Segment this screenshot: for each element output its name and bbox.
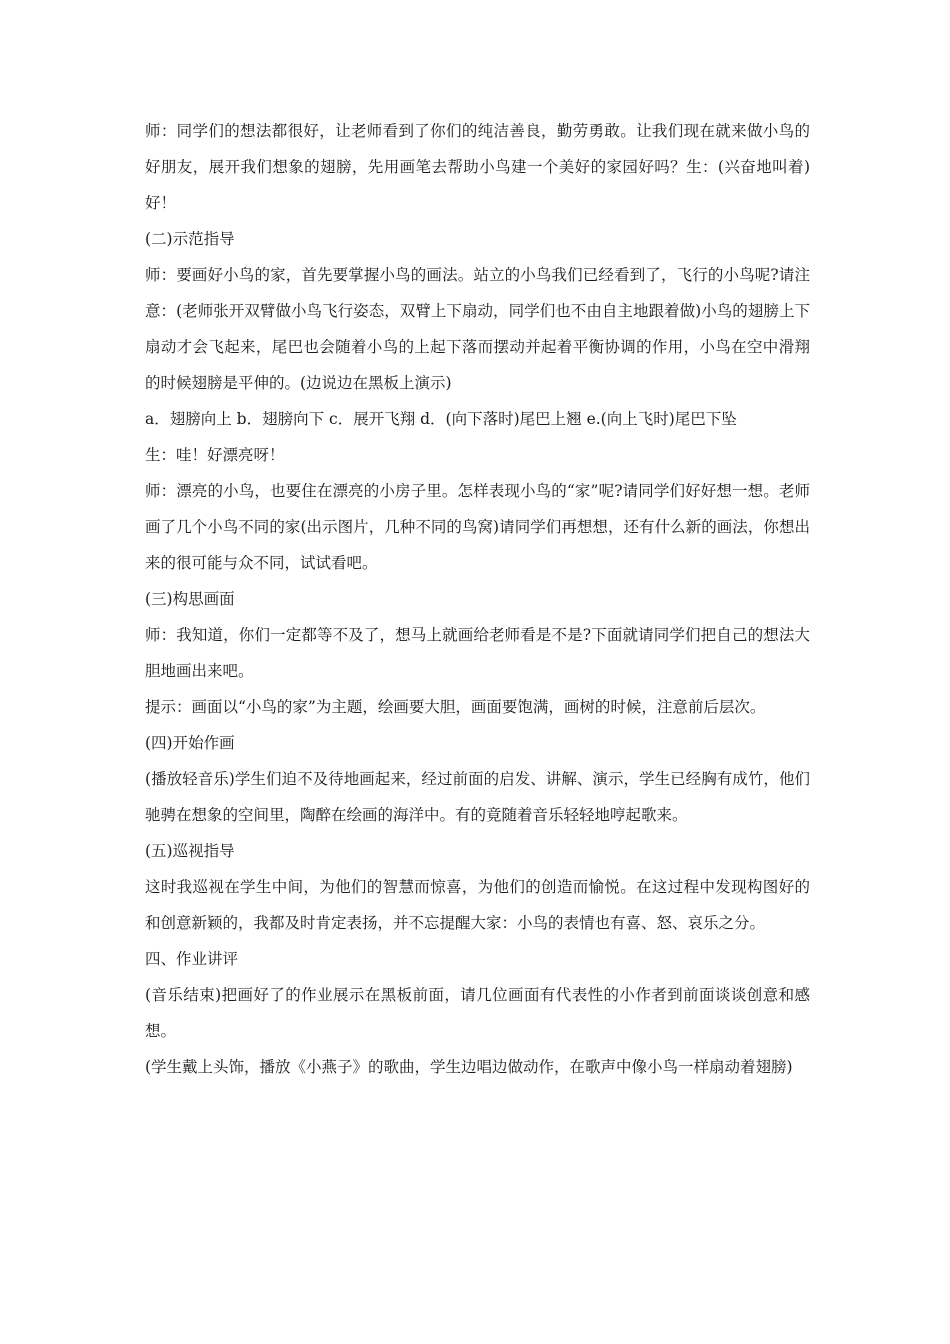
paragraph-student-reaction: 生：哇！好漂亮呀！ <box>145 446 285 464</box>
section-heading-demonstration: (二)示范指导 <box>145 230 235 248</box>
document-body <box>145 113 810 1085</box>
paragraph-teacher-encourage: 师：我知道，你们一定都等不及了，想马上就画给老师看是不是?下面就请同学们把自己的想法大胆地画出来吧。 <box>145 626 810 680</box>
paragraph-song-activity: (学生戴上头饰，播放《小燕子》的歌曲，学生边唱边做动作，在歌声中像小鸟一样扇动着翅膀) <box>145 1058 793 1076</box>
paragraph-tips: 提示：画面以“小鸟的家”为主题，绘画要大胆，画面要饱满，画树的时候，注意前后层次。 <box>145 698 766 716</box>
section-heading-start-drawing: (四)开始作画 <box>145 734 235 752</box>
paragraph-guidance: 这时我巡视在学生中间，为他们的智慧而惊喜，为他们的创造而愉悦。在这过程中发现构图好的和创意新颖的，我都及时肯定表扬，并不忘提醒大家：小鸟的表情也有喜、怒、哀乐之分。 <box>145 878 810 932</box>
paragraph-wing-steps: a．翅膀向上 b．翅膀向下 c．展开飞翔 d．(向下落时)尾巴上翘 e.(向上飞时)尾巴下坠 <box>145 410 737 428</box>
paragraph-bird-home: 师：漂亮的小鸟，也要住在漂亮的小房子里。怎样表现小鸟的“家”呢?请同学们好好想一想。老师画了几个小鸟不同的家(出示图片，几种不同的鸟窝)请同学们再想想，还有什么新的画法，你想出来的很可能与众不同，试试看吧。 <box>145 482 810 572</box>
section-heading-guidance: (五)巡视指导 <box>145 842 235 860</box>
paragraph-bird-drawing-method: 师：要画好小鸟的家，首先要掌握小鸟的画法。站立的小鸟我们已经看到了，飞行的小鸟呢?请注意：(老师张开双臂做小鸟飞行姿态，双臂上下扇动，同学们也不由自主地跟着做)小鸟的翅膀上下扇动才会飞起来，尾巴也会随着小鸟的上起下落而摆动并起着平衡协调的作用，小鸟在空中滑翔的时候翅膀是平伸的。(边说边在黑板上演示) <box>145 266 810 392</box>
section-heading-composition: (三)构思画面 <box>145 590 235 608</box>
section-heading-evaluation: 四、作业讲评 <box>145 950 239 968</box>
paragraph-drawing-process: (播放轻音乐)学生们迫不及待地画起来，经过前面的启发、讲解、演示，学生已经胸有成竹，他们驰骋在想象的空间里，陶醉在绘画的海洋中。有的竟随着音乐轻轻地哼起歌来。 <box>145 770 810 824</box>
paragraph-evaluation: (音乐结束)把画好了的作业展示在黑板前面，请几位画面有代表性的小作者到前面谈谈创意和感想。 <box>145 986 810 1040</box>
paragraph-teacher-intro: 师：同学们的想法都很好，让老师看到了你们的纯洁善良，勤劳勇敢。让我们现在就来做小鸟的好朋友，展开我们想象的翅膀，先用画笔去帮助小鸟建一个美好的家园好吗？生：(兴奋地叫着)好！ <box>145 122 810 212</box>
